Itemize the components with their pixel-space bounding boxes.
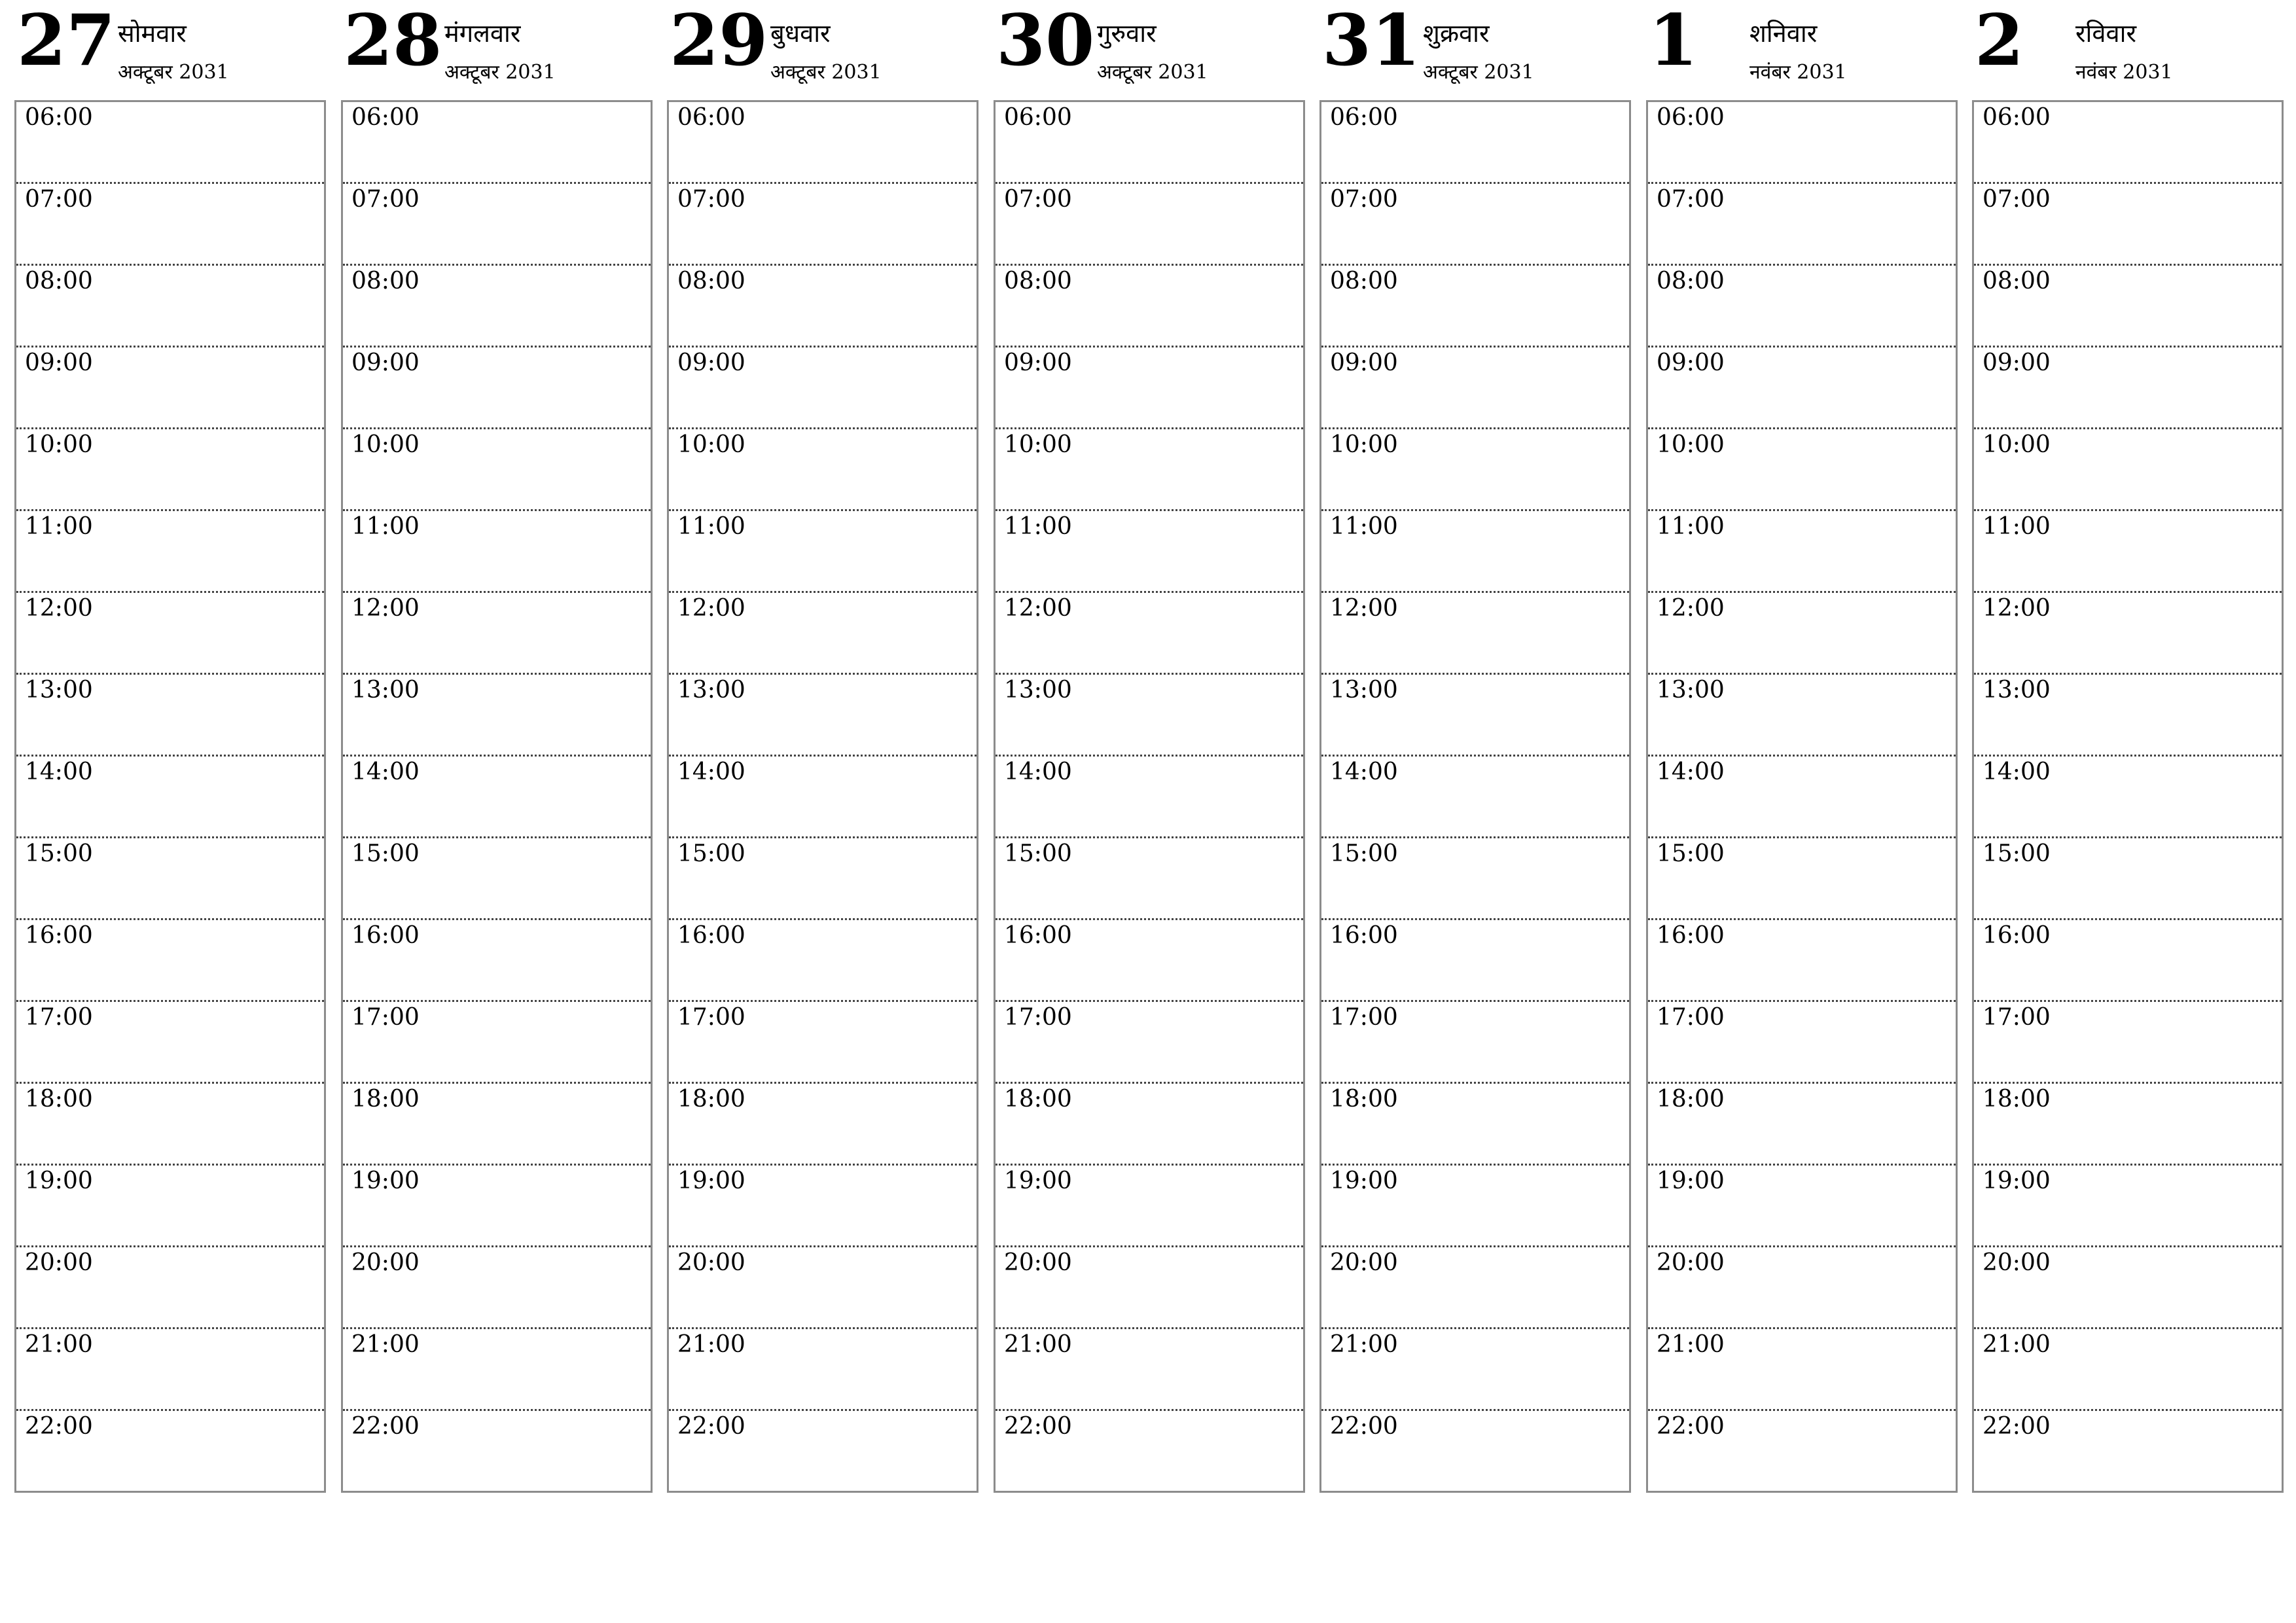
time-slot[interactable] (1974, 1002, 2282, 1084)
time-slot-label: 09:00 (677, 349, 745, 376)
time-slot[interactable] (16, 511, 324, 593)
time-slot-label: 07:00 (1330, 186, 1398, 213)
time-slot-label: 15:00 (677, 840, 745, 867)
time-slot-label: 20:00 (1657, 1249, 1725, 1276)
time-slot-label: 11:00 (25, 513, 93, 540)
time-slot[interactable] (343, 675, 651, 757)
time-slot-label: 18:00 (1004, 1086, 1072, 1113)
time-slot[interactable] (1974, 1411, 2282, 1493)
time-slot[interactable] (1648, 1411, 1956, 1493)
time-slot-label: 21:00 (1657, 1331, 1725, 1358)
time-slot-label: 22:00 (351, 1413, 420, 1440)
time-slot[interactable] (16, 838, 324, 920)
time-slot[interactable] (996, 593, 1303, 675)
day-column (341, 0, 654, 1505)
time-slot-label: 21:00 (677, 1331, 745, 1358)
time-slot-label: 14:00 (25, 758, 93, 785)
day-header (14, 0, 327, 98)
day-number: 1 (1649, 0, 1698, 82)
day-column (667, 0, 980, 1505)
time-slot-label: 11:00 (1330, 513, 1398, 540)
time-slot[interactable] (1321, 593, 1629, 675)
time-slot-label: 17:00 (1657, 1004, 1725, 1031)
time-slot[interactable] (1321, 1247, 1629, 1329)
time-slot-label: 06:00 (1004, 104, 1072, 131)
time-slot-label: 11:00 (351, 513, 420, 540)
weekday-label: बुधवार (770, 19, 831, 48)
time-slot-label: 16:00 (1657, 922, 1725, 949)
month-year-label: अक्टूबर 2031 (1097, 61, 1208, 84)
time-slot-label: 12:00 (1657, 595, 1725, 622)
time-slot-label: 12:00 (1330, 595, 1398, 622)
time-slot-label: 19:00 (1330, 1168, 1398, 1194)
time-slot[interactable] (996, 757, 1303, 838)
time-slot-label: 16:00 (1982, 922, 2051, 949)
time-slot-label: 14:00 (1982, 758, 2051, 785)
time-slot[interactable] (343, 757, 651, 838)
time-slot[interactable] (1974, 1329, 2282, 1411)
time-slot-label: 22:00 (1330, 1413, 1398, 1440)
time-slot-label: 20:00 (677, 1249, 745, 1276)
time-slot[interactable] (343, 348, 651, 429)
time-slot-label: 20:00 (1982, 1249, 2051, 1276)
time-slot[interactable] (669, 1411, 977, 1493)
time-slot-label: 20:00 (1004, 1249, 1072, 1276)
time-slot[interactable] (1321, 511, 1629, 593)
time-slot-label: 19:00 (677, 1168, 745, 1194)
time-slot[interactable] (1648, 1084, 1956, 1166)
time-slot-label: 09:00 (1657, 349, 1725, 376)
time-slot[interactable] (16, 1329, 324, 1411)
time-slot[interactable] (996, 1084, 1303, 1166)
time-slot[interactable] (1974, 266, 2282, 348)
time-slot-label: 11:00 (1657, 513, 1725, 540)
day-schedule-box (341, 100, 653, 1493)
time-slot-label: 06:00 (1330, 104, 1398, 131)
day-header (1646, 0, 1959, 98)
time-slot[interactable] (16, 1247, 324, 1329)
time-slot[interactable] (996, 1247, 1303, 1329)
time-slot[interactable] (1648, 593, 1956, 675)
time-slot-label: 07:00 (351, 186, 420, 213)
time-slot[interactable] (669, 1329, 977, 1411)
time-slot[interactable] (343, 511, 651, 593)
time-slot-label: 18:00 (1657, 1086, 1725, 1113)
time-slot-label: 17:00 (351, 1004, 420, 1031)
weekday-label: गुरुवार (1097, 19, 1157, 48)
time-slot[interactable] (1974, 1166, 2282, 1247)
time-slot-label: 18:00 (1330, 1086, 1398, 1113)
time-slot[interactable] (1648, 102, 1956, 184)
time-slot[interactable] (669, 184, 977, 266)
time-slot-label: 21:00 (351, 1331, 420, 1358)
time-slot-label: 17:00 (1982, 1004, 2051, 1031)
time-slot-label: 06:00 (1657, 104, 1725, 131)
day-schedule-box (994, 100, 1305, 1493)
time-slot[interactable] (343, 920, 651, 1002)
day-column (1319, 0, 1632, 1505)
time-slot-label: 22:00 (1657, 1413, 1725, 1440)
time-slot[interactable] (1974, 675, 2282, 757)
time-slot[interactable] (1648, 429, 1956, 511)
time-slot[interactable] (669, 920, 977, 1002)
time-slot[interactable] (1648, 266, 1956, 348)
time-slot[interactable] (669, 102, 977, 184)
time-slot-label: 10:00 (1982, 431, 2051, 458)
day-number: 28 (344, 0, 442, 82)
time-slot[interactable] (996, 102, 1303, 184)
time-slot-label: 14:00 (1330, 758, 1398, 785)
day-column (994, 0, 1306, 1505)
time-slot-label: 21:00 (1004, 1331, 1072, 1358)
time-slot[interactable] (1321, 266, 1629, 348)
time-slot-label: 08:00 (1657, 268, 1725, 294)
time-slot-label: 07:00 (1982, 186, 2051, 213)
time-slot-label: 17:00 (1004, 1004, 1072, 1031)
time-slot-label: 19:00 (1004, 1168, 1072, 1194)
time-slot[interactable] (1648, 1166, 1956, 1247)
time-slot-label: 19:00 (1982, 1168, 2051, 1194)
time-slot[interactable] (1648, 757, 1956, 838)
time-slot-label: 07:00 (677, 186, 745, 213)
time-slot-label: 07:00 (25, 186, 93, 213)
time-slot[interactable] (996, 348, 1303, 429)
time-slot[interactable] (669, 348, 977, 429)
day-number: 2 (1975, 0, 2024, 82)
time-slot[interactable] (1974, 348, 2282, 429)
time-slot-label: 11:00 (1004, 513, 1072, 540)
time-slot-label: 16:00 (677, 922, 745, 949)
time-slot-label: 08:00 (677, 268, 745, 294)
time-slot-label: 10:00 (351, 431, 420, 458)
time-slot-label: 19:00 (1657, 1168, 1725, 1194)
time-slot[interactable] (16, 429, 324, 511)
time-slot[interactable] (1648, 920, 1956, 1002)
day-schedule-box (14, 100, 326, 1493)
time-slot[interactable] (16, 184, 324, 266)
time-slot-label: 12:00 (1004, 595, 1072, 622)
time-slot-label: 07:00 (1657, 186, 1725, 213)
time-slot-label: 11:00 (1982, 513, 2051, 540)
time-slot-label: 09:00 (25, 349, 93, 376)
time-slot[interactable] (996, 266, 1303, 348)
time-slot[interactable] (1321, 1002, 1629, 1084)
month-year-label: अक्टूबर 2031 (770, 61, 882, 84)
time-slot[interactable] (669, 593, 977, 675)
time-slot[interactable] (996, 1411, 1303, 1493)
time-slot[interactable] (16, 757, 324, 838)
time-slot[interactable] (343, 1084, 651, 1166)
time-slot-label: 15:00 (1657, 840, 1725, 867)
time-slot-label: 11:00 (677, 513, 745, 540)
time-slot[interactable] (1974, 184, 2282, 266)
time-slot[interactable] (669, 511, 977, 593)
time-slot[interactable] (1321, 184, 1629, 266)
time-slot-label: 12:00 (25, 595, 93, 622)
day-number: 30 (996, 0, 1095, 82)
time-slot-label: 15:00 (1004, 840, 1072, 867)
time-slot[interactable] (16, 593, 324, 675)
time-slot-label: 15:00 (1330, 840, 1398, 867)
time-slot[interactable] (1321, 1084, 1629, 1166)
time-slot-label: 15:00 (351, 840, 420, 867)
time-slot-label: 13:00 (351, 677, 420, 704)
time-slot[interactable] (16, 1084, 324, 1166)
time-slot-label: 10:00 (25, 431, 93, 458)
day-column (14, 0, 327, 1505)
time-slot[interactable] (1321, 102, 1629, 184)
time-slot-label: 22:00 (1004, 1413, 1072, 1440)
time-slot-label: 20:00 (25, 1249, 93, 1276)
time-slot[interactable] (16, 102, 324, 184)
time-slot[interactable] (1648, 1002, 1956, 1084)
time-slot-label: 14:00 (1004, 758, 1072, 785)
time-slot[interactable] (1648, 838, 1956, 920)
time-slot[interactable] (1321, 920, 1629, 1002)
time-slot-label: 13:00 (677, 677, 745, 704)
time-slot-label: 22:00 (25, 1413, 93, 1440)
time-slot[interactable] (996, 1002, 1303, 1084)
time-slot-label: 14:00 (351, 758, 420, 785)
time-slot[interactable] (996, 1329, 1303, 1411)
time-slot-label: 13:00 (1982, 677, 2051, 704)
time-slot-label: 16:00 (1330, 922, 1398, 949)
time-slot-label: 17:00 (677, 1004, 745, 1031)
time-slot-label: 06:00 (677, 104, 745, 131)
day-number: 27 (17, 0, 116, 82)
time-slot[interactable] (16, 675, 324, 757)
time-slot-label: 14:00 (677, 758, 745, 785)
time-slot[interactable] (1321, 1166, 1629, 1247)
time-slot[interactable] (1648, 675, 1956, 757)
time-slot[interactable] (1321, 429, 1629, 511)
time-slot[interactable] (669, 1002, 977, 1084)
time-slot[interactable] (669, 838, 977, 920)
time-slot-label: 09:00 (351, 349, 420, 376)
time-slot-label: 20:00 (1330, 1249, 1398, 1276)
time-slot-label: 17:00 (25, 1004, 93, 1031)
time-slot[interactable] (669, 429, 977, 511)
day-header (1972, 0, 2285, 98)
time-slot[interactable] (343, 1166, 651, 1247)
time-slot[interactable] (16, 348, 324, 429)
time-slot[interactable] (1321, 348, 1629, 429)
time-slot-label: 06:00 (1982, 104, 2051, 131)
time-slot-label: 19:00 (25, 1168, 93, 1194)
time-slot-label: 17:00 (1330, 1004, 1398, 1031)
time-slot-label: 13:00 (25, 677, 93, 704)
day-column (1972, 0, 2285, 1505)
time-slot-label: 07:00 (1004, 186, 1072, 213)
day-schedule-box (1972, 100, 2284, 1493)
time-slot[interactable] (1974, 511, 2282, 593)
time-slot[interactable] (16, 920, 324, 1002)
day-column (1646, 0, 1959, 1505)
weekday-label: रविवार (2075, 19, 2137, 48)
time-slot-label: 18:00 (1982, 1086, 2051, 1113)
day-number: 31 (1322, 0, 1421, 82)
time-slot[interactable] (996, 675, 1303, 757)
time-slot[interactable] (669, 266, 977, 348)
time-slot-label: 10:00 (1657, 431, 1725, 458)
time-slot-label: 08:00 (1982, 268, 2051, 294)
time-slot-label: 16:00 (351, 922, 420, 949)
time-slot-label: 10:00 (677, 431, 745, 458)
time-slot[interactable] (343, 1247, 651, 1329)
day-header (341, 0, 654, 98)
time-slot[interactable] (996, 429, 1303, 511)
time-slot-label: 13:00 (1004, 677, 1072, 704)
time-slot-label: 19:00 (351, 1168, 420, 1194)
time-slot[interactable] (669, 1166, 977, 1247)
time-slot-label: 09:00 (1982, 349, 2051, 376)
time-slot[interactable] (1321, 1411, 1629, 1493)
weekday-label: शनिवार (1749, 19, 1818, 48)
time-slot-label: 10:00 (1004, 431, 1072, 458)
day-header (1319, 0, 1632, 98)
time-slot-label: 09:00 (1330, 349, 1398, 376)
day-schedule-box (1319, 100, 1631, 1493)
time-slot-label: 08:00 (1004, 268, 1072, 294)
time-slot[interactable] (1648, 184, 1956, 266)
time-slot-label: 12:00 (1982, 595, 2051, 622)
time-slot[interactable] (343, 838, 651, 920)
time-slot-label: 08:00 (351, 268, 420, 294)
weekday-label: मंगलवार (444, 19, 521, 48)
time-slot[interactable] (669, 1247, 977, 1329)
time-slot[interactable] (669, 675, 977, 757)
time-slot-label: 15:00 (1982, 840, 2051, 867)
time-slot[interactable] (1974, 102, 2282, 184)
time-slot[interactable] (1321, 1329, 1629, 1411)
time-slot-label: 18:00 (25, 1086, 93, 1113)
time-slot[interactable] (996, 920, 1303, 1002)
day-header (667, 0, 980, 98)
time-slot[interactable] (669, 1084, 977, 1166)
time-slot-label: 21:00 (1982, 1331, 2051, 1358)
time-slot[interactable] (996, 184, 1303, 266)
time-slot-label: 16:00 (25, 922, 93, 949)
time-slot-label: 13:00 (1657, 677, 1725, 704)
time-slot-label: 12:00 (677, 595, 745, 622)
time-slot-label: 22:00 (677, 1413, 745, 1440)
time-slot-label: 13:00 (1330, 677, 1398, 704)
time-slot[interactable] (16, 266, 324, 348)
time-slot[interactable] (996, 838, 1303, 920)
time-slot-label: 18:00 (351, 1086, 420, 1113)
time-slot-label: 08:00 (1330, 268, 1398, 294)
time-slot[interactable] (16, 1166, 324, 1247)
time-slot-label: 06:00 (351, 104, 420, 131)
time-slot[interactable] (1321, 838, 1629, 920)
time-slot-label: 14:00 (1657, 758, 1725, 785)
time-slot-label: 12:00 (351, 595, 420, 622)
time-slot[interactable] (16, 1411, 324, 1493)
time-slot[interactable] (1974, 920, 2282, 1002)
time-slot[interactable] (343, 184, 651, 266)
month-year-label: अक्टूबर 2031 (118, 61, 229, 84)
time-slot[interactable] (1974, 429, 2282, 511)
time-slot[interactable] (343, 266, 651, 348)
weekday-label: शुक्रवार (1423, 19, 1490, 48)
time-slot-label: 09:00 (1004, 349, 1072, 376)
time-slot-label: 21:00 (25, 1331, 93, 1358)
time-slot-label: 08:00 (25, 268, 93, 294)
day-schedule-box (667, 100, 978, 1493)
time-slot[interactable] (996, 511, 1303, 593)
time-slot[interactable] (1974, 838, 2282, 920)
time-slot[interactable] (1648, 348, 1956, 429)
time-slot[interactable] (1648, 511, 1956, 593)
time-slot[interactable] (669, 757, 977, 838)
time-slot-label: 21:00 (1330, 1331, 1398, 1358)
month-year-label: नवंबर 2031 (2075, 61, 2173, 84)
time-slot[interactable] (343, 593, 651, 675)
time-slot-label: 22:00 (1982, 1413, 2051, 1440)
time-slot-label: 15:00 (25, 840, 93, 867)
time-slot[interactable] (1648, 1329, 1956, 1411)
time-slot-label: 20:00 (351, 1249, 420, 1276)
time-slot[interactable] (1648, 1247, 1956, 1329)
time-slot[interactable] (996, 1166, 1303, 1247)
time-slot[interactable] (343, 1329, 651, 1411)
time-slot[interactable] (1974, 1084, 2282, 1166)
day-header (994, 0, 1306, 98)
time-slot-label: 16:00 (1004, 922, 1072, 949)
weekday-label: सोमवार (118, 19, 187, 48)
time-slot[interactable] (16, 1002, 324, 1084)
time-slot[interactable] (343, 1411, 651, 1493)
time-slot[interactable] (1974, 1247, 2282, 1329)
time-slot-label: 18:00 (677, 1086, 745, 1113)
time-slot[interactable] (343, 102, 651, 184)
time-slot[interactable] (343, 1002, 651, 1084)
month-year-label: अक्टूबर 2031 (444, 61, 556, 84)
time-slot[interactable] (343, 429, 651, 511)
time-slot[interactable] (1321, 675, 1629, 757)
month-year-label: अक्टूबर 2031 (1423, 61, 1534, 84)
time-slot[interactable] (1321, 757, 1629, 838)
month-year-label: नवंबर 2031 (1749, 61, 1847, 84)
day-number: 29 (670, 0, 768, 82)
time-slot[interactable] (1974, 593, 2282, 675)
day-schedule-box (1646, 100, 1958, 1493)
time-slot-label: 10:00 (1330, 431, 1398, 458)
time-slot[interactable] (1974, 757, 2282, 838)
time-slot-label: 06:00 (25, 104, 93, 131)
